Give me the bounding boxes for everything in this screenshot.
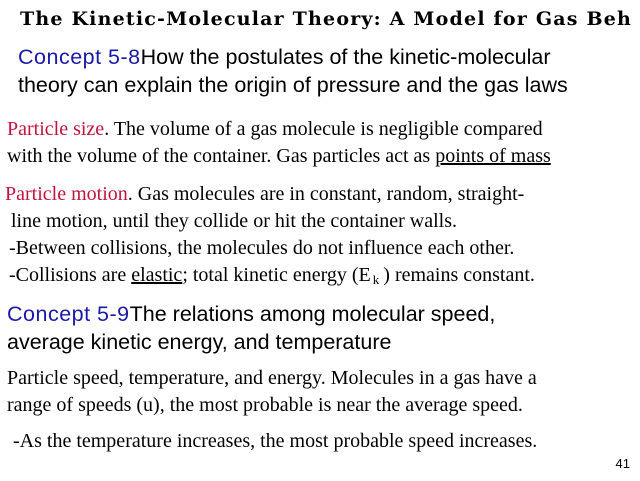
concept-5-9-label: Concept 5-9 bbox=[7, 302, 130, 326]
particle-speed-line-2: range of speeds (u), the most probable is near the average speed. bbox=[7, 394, 523, 416]
particle-size-term: Particle size bbox=[7, 118, 105, 140]
particle-motion-line-3: -Between collisions, the molecules do not influence each other. bbox=[9, 237, 515, 259]
temperature-note: -As the temperature increases, the most probable speed increases. bbox=[13, 430, 538, 452]
concept-5-9-line-2: average kinetic energy, and temperature bbox=[7, 330, 392, 354]
concept-5-8-label: Concept 5-8 bbox=[18, 45, 141, 69]
particle-motion-text-1: . Gas molecules are in constant, random, straight- bbox=[127, 183, 525, 205]
particle-size-text-2: with the volume of the container. Gas particles act as bbox=[7, 145, 436, 167]
particle-size-text-1: . The volume of a gas molecule is negligible compared bbox=[104, 118, 543, 140]
slide-title: The Kinetic-Molecular Theory: A Model for Gas Beh bbox=[20, 8, 633, 30]
concept-5-8-line-1 bbox=[18, 43, 568, 71]
particle-motion-term: Particle motion bbox=[5, 183, 128, 205]
concept-5-9-block bbox=[7, 300, 495, 356]
particle-speed-line-1: Particle speed, temperature, and energy. Molecules in a gas have a bbox=[7, 367, 537, 389]
concept-5-9-line-1 bbox=[7, 300, 495, 328]
points-of-mass-text: points of mass bbox=[435, 145, 551, 167]
ek-subscript: k bbox=[372, 272, 380, 287]
particle-size-line-1 bbox=[7, 118, 543, 141]
particle-motion-line-1 bbox=[5, 183, 524, 206]
elastic-text: elastic bbox=[131, 264, 183, 286]
concept-5-8-text-1: How the postulates of the kinetic-molecular bbox=[140, 45, 551, 69]
concept-5-8-block bbox=[18, 43, 568, 99]
particle-motion-line-2: line motion, until they collide or hit the container walls. bbox=[11, 210, 458, 232]
remains-constant-text: ) remains constant. bbox=[383, 264, 535, 286]
concept-5-9-text-1: The relations among molecular speed, bbox=[129, 302, 496, 326]
page-number: 41 bbox=[615, 456, 630, 471]
kinetic-energy-text: ; total kinetic energy (E bbox=[182, 264, 371, 286]
collisions-text: -Collisions are bbox=[9, 264, 132, 286]
particle-motion-line-4 bbox=[9, 264, 535, 288]
particle-size-line-2 bbox=[7, 145, 551, 168]
concept-5-8-line-2: theory can explain the origin of pressure and the gas laws bbox=[18, 73, 568, 97]
